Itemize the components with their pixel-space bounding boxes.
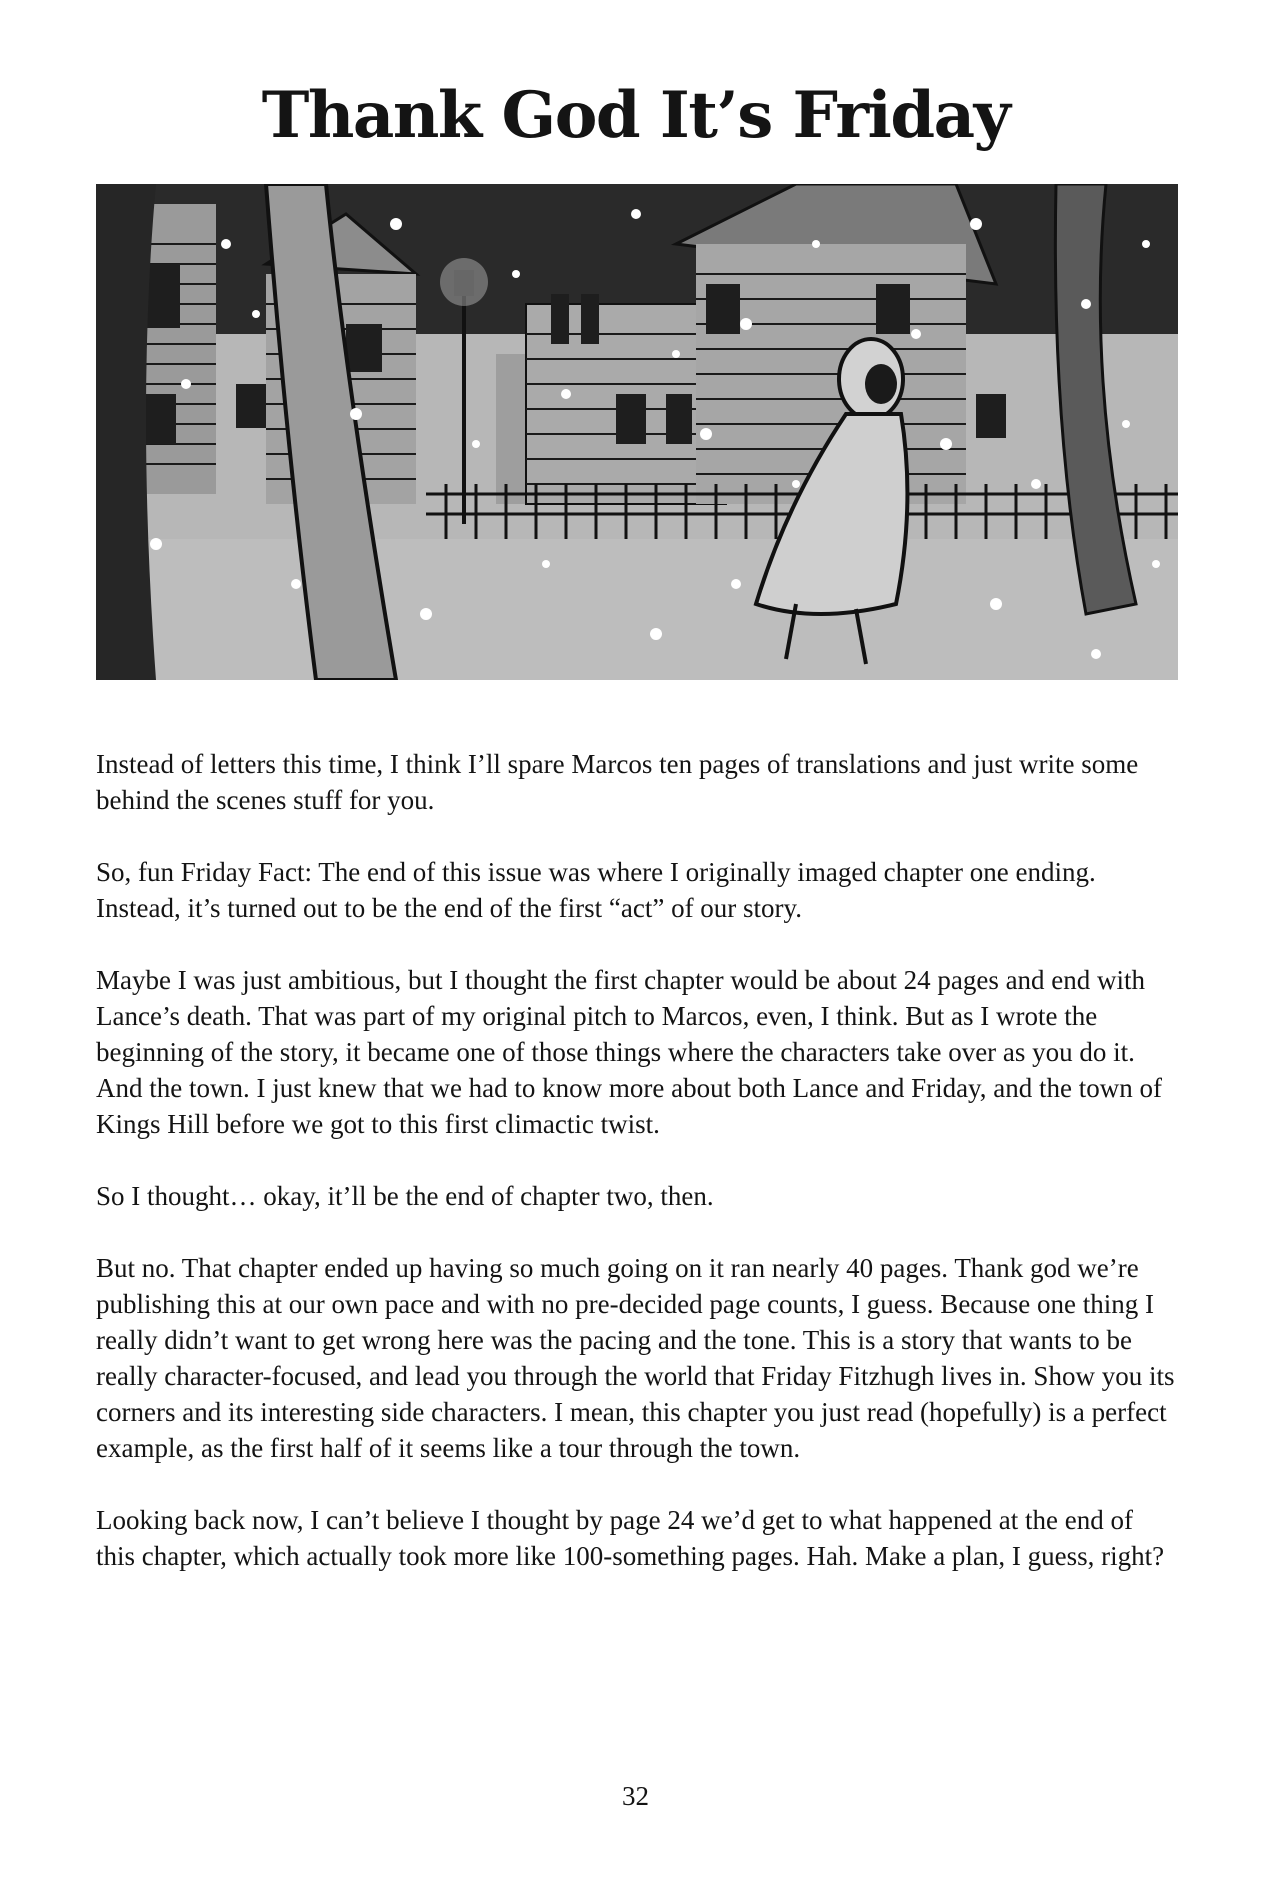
paragraph-6: Looking back now, I can’t believe I thought by page 24 we’d get to what happened at the end of this chapter, which actually took more like 100-something pages. Hah. Make a plan, I guess, right? — [96, 1505, 1165, 1571]
paragraph-2: So, fun Friday Fact: The end of this issue was where I originally imaged chapter one ending. Instead, it’s turned out to be the end of the first “act” of our story. — [96, 857, 1096, 923]
article-body — [96, 746, 1178, 1610]
paragraph-5: But no. That chapter ended up having so much going on it ran nearly 40 pages. Thank god we’re publishing this at our own pace and with no pre-decided page counts, I guess. Because one thing I really didn’t want to get wrong here was the pacing and the tone. This is a story that wants to be really character-focused, and lead you through the world that Friday Fitzhugh lives in. Show you its corners and its interesting side characters. I mean, this chapter you just read (hopefully) is a perfect example, as the first half of it seems like a tour through the town. — [96, 1253, 1175, 1463]
page-title: Thank God It’s Friday — [261, 78, 1010, 153]
snowy-street-illustration — [96, 184, 1178, 680]
paragraph-4: So I thought… okay, it’ll be the end of chapter two, then. — [96, 1181, 714, 1211]
paragraph-3: Maybe I was just ambitious, but I thought the first chapter would be about 24 pages and end with Lance’s death. That was part of my original pitch to Marcos, even, I think. But as I wrote the beginning of the story, it became one of those things where the characters take over as you do it. And the town. I just knew that we had to know more about both Lance and Friday, and the town of Kings Hill before we got to this first climactic twist. — [96, 965, 1163, 1139]
paragraph-1: Instead of letters this time, I think I’ll spare Marcos ten pages of translations and just write some behind the scenes stuff for you. — [96, 749, 1139, 815]
middle-houses — [496, 294, 726, 504]
page-number: 32 — [622, 1781, 649, 1811]
